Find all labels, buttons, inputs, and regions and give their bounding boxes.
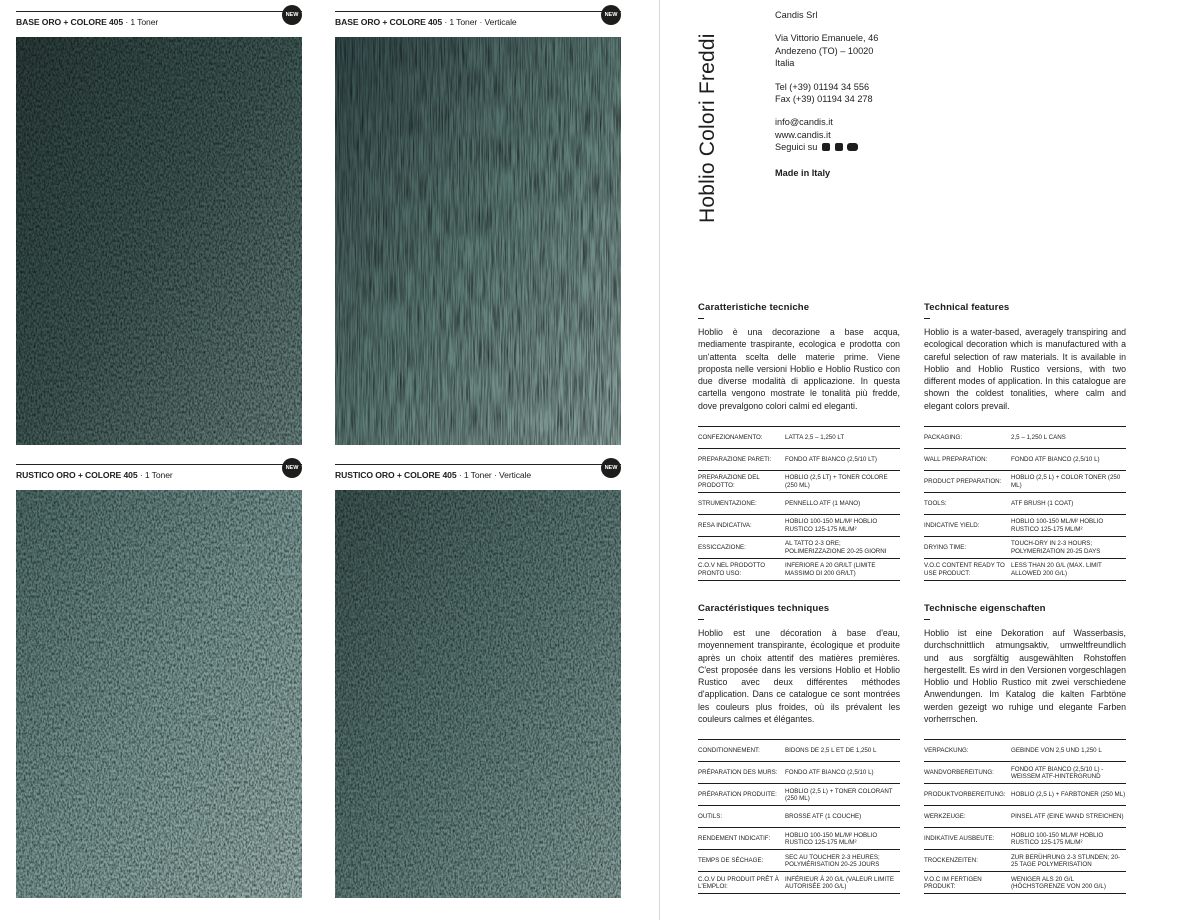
spec-value: HOBLIO 100-150 ML/M² HOBLIO RUSTICO 125-175 ML/M² [1011, 831, 1104, 846]
spec-key: WANDVORBEREITUNG: [924, 769, 994, 777]
section-title: Technical features [924, 302, 1010, 313]
spec-value: BIDONS DE 2,5 L ET DE 1,250 L [785, 747, 877, 755]
new-badge: NEW [282, 458, 302, 478]
spec-row [698, 762, 900, 784]
spec-key: OUTILS: [698, 813, 723, 821]
spec-row [698, 537, 900, 559]
new-badge: NEW [282, 5, 302, 25]
divider [698, 318, 704, 319]
facebook-icon[interactable] [835, 143, 843, 151]
spec-row [924, 515, 1126, 537]
country: Italia [775, 58, 795, 69]
divider [924, 619, 930, 620]
spec-value: HOBLIO (2,5 L) + COLOR TONER (250 ML) [1011, 474, 1121, 489]
spec-value: PENNELLO ATF (1 MANO) [785, 499, 861, 507]
spec-value: FONDO ATF BIANCO (2,5/10 L) - WEISSEM ATF-HINTERGRUND [1011, 765, 1104, 780]
spec-key: PRÉPARATION PRODUITE: [698, 791, 777, 799]
spec-value: LATTA 2,5 – 1,250 LT [785, 433, 845, 441]
spec-table [924, 426, 1126, 581]
spec-value: TOUCH-DRY IN 2-3 HOURS; POLYMERIZATION 20-25 DAYS [1011, 540, 1101, 555]
swatch-card [16, 11, 302, 33]
spec-row [924, 806, 1126, 828]
fax: Fax (+39) 01194 34 278 [775, 94, 873, 105]
swatch-card [16, 464, 302, 486]
spec-table [698, 739, 900, 894]
spec-key: TOOLS: [924, 499, 947, 507]
spec-value: WENIGER ALS 20 G/L (HÖCHSTGRENZE VON 200 G/L) [1011, 875, 1106, 890]
swatch-card [335, 464, 621, 486]
address-line: Via Vittorio Emanuele, 46 [775, 33, 879, 44]
section-body: Hoblio est une décoration à base d'eau, moyennement transpirante, écologique et produite après un choix attentif des matières premières. C'est proposée dans les versions Hoblio et Hoblio Rustico avec deux différentes méthodes d'application. Dans ce catalogue ce sont montrées les couleurs plus froides, où ils prévalent les couleurs calmes et élégantes. [698, 628, 900, 725]
swatch-header [335, 464, 621, 486]
spec-value: INFERIORE A 20 GR/LT (LIMITE MASSIMO DI 200 GR/LT) [785, 562, 876, 577]
spec-row [698, 559, 900, 581]
spec-key: ESSICCAZIONE: [698, 543, 746, 551]
spec-row [924, 493, 1126, 515]
swatch-title: RUSTICO ORO + COLORE 405 · 1 Toner · Verticale [335, 470, 532, 480]
spec-row [924, 427, 1126, 449]
company-info [775, 9, 878, 179]
spec-value: INFÉRIEUR À 20 G/L (VALEUR LIMITE AUTORISÉE 200 G/L) [785, 875, 894, 890]
address-line: Andezeno (TO) – 10020 [775, 45, 874, 56]
website-link[interactable]: www.candis.it [775, 129, 831, 140]
spec-value: SEC AU TOUCHER 2-3 HEURES; POLYMÉRISATION 20-25 JOURS [785, 853, 880, 868]
swatch-image [16, 490, 302, 898]
spec-row [698, 427, 900, 449]
spec-key: V.O.C CONTENT READY TO USE PRODUCT: [924, 562, 1005, 577]
spec-row [924, 850, 1126, 872]
swatch-title: BASE ORO + COLORE 405 · 1 Toner · Verticale [335, 17, 517, 27]
spec-table [924, 739, 1126, 894]
spec-key: RENDEMENT INDICATIF: [698, 835, 771, 843]
spec-table [698, 426, 900, 581]
phone: Tel (+39) 01194 34 556 [775, 81, 870, 92]
swatch-image [335, 490, 621, 898]
spec-row [698, 872, 900, 894]
spec-value: LESS THAN 20 G/L (MAX. LIMIT ALLOWED 200 G/L) [1011, 562, 1102, 577]
spec-row [924, 740, 1126, 762]
spec-row [924, 537, 1126, 559]
email-link[interactable]: info@candis.it [775, 117, 833, 128]
spec-row [924, 559, 1126, 581]
spec-key: WALL PREPARATION: [924, 455, 988, 463]
swatch-header [335, 11, 621, 33]
spec-value: PINSEL ATF (EINE WAND STREICHEN) [1011, 813, 1124, 821]
spec-value: FONDO ATF BIANCO (2,5/10 LT) [785, 455, 877, 463]
spec-row [698, 493, 900, 515]
swatch-header [16, 464, 302, 486]
section-fr [698, 603, 900, 894]
section-title: Caractéristiques techniques [698, 603, 830, 614]
company-name: Candis Srl [775, 10, 818, 20]
section-body: Hoblio ist eine Dekoration auf Wasserbasis, durchschnittlich atmungsaktiv, umweltfreundlich und aus sorgfältig ausgewählten Rohstoffen hergestellt. Es wird in den Versionen vorgeschlagen Hoblio und Hoblio Rustico mit zwei verschiedene Anwendungen. Im Katalog die kalten Farbtöne werden gezeigt wo ruhige und elegante Farben vorherrschen. [924, 628, 1126, 725]
spec-row [698, 828, 900, 850]
spec-row [924, 449, 1126, 471]
new-badge: NEW [601, 458, 621, 478]
spec-key: RESA INDICATIVA: [698, 521, 752, 529]
spec-value: FONDO ATF BIANCO (2,5/10 L) [785, 769, 874, 777]
spec-key: INDIKATIVE AUSBEUTE: [924, 835, 995, 843]
spec-row [698, 784, 900, 806]
spec-key: VERPACKUNG: [924, 747, 969, 755]
page-divider [659, 0, 660, 920]
spec-row [698, 515, 900, 537]
spec-row [924, 872, 1126, 894]
spec-key: INDICATIVE YIELD: [924, 521, 980, 529]
spec-value: HOBLIO 100-150 ML/M² HOBLIO RUSTICO 125-175 ML/M² [785, 831, 878, 846]
spec-key: TEMPS DE SÉCHAGE: [698, 857, 764, 865]
spec-key: PRODUCT PREPARATION: [924, 477, 1002, 485]
section-it [698, 302, 900, 581]
follow-label: Seguici su [775, 142, 818, 153]
swatch-image [16, 37, 302, 445]
spec-row [698, 740, 900, 762]
spec-key: STRUMENTAZIONE: [698, 499, 757, 507]
spec-key: PRODUKTVORBEREITUNG: [924, 791, 1006, 799]
spec-row [924, 828, 1126, 850]
new-badge: NEW [601, 5, 621, 25]
spec-row [924, 471, 1126, 493]
swatch-title: BASE ORO + COLORE 405 · 1 Toner [16, 17, 159, 27]
spec-row [924, 784, 1126, 806]
spec-key: CONFEZIONAMENTO: [698, 433, 763, 441]
spec-key: PREPARAZIONE PARETI: [698, 455, 772, 463]
spec-value: HOBLIO 100-150 ML/M² HOBLIO RUSTICO 125-175 ML/M² [785, 518, 878, 533]
swatch-title: RUSTICO ORO + COLORE 405 · 1 Toner [16, 470, 173, 480]
spec-value: HOBLIO (2,5 L) + TONER COLORANT (250 ML) [785, 787, 893, 802]
section-title: Technische eigenschaften [924, 603, 1046, 614]
spec-key: PACKAGING: [924, 433, 963, 441]
spec-value: AL TATTO 2-3 ORE; POLIMERIZZAZIONE 20-25 GIORNI [785, 540, 887, 555]
instagram-icon[interactable] [822, 143, 830, 151]
divider [698, 619, 704, 620]
spec-key: CONDITIONNEMENT: [698, 747, 760, 755]
spec-value: HOBLIO 100-150 ML/M² HOBLIO RUSTICO 125-175 ML/M² [1011, 518, 1104, 533]
swatch-card [335, 11, 621, 33]
section-title: Caratteristiche tecniche [698, 302, 810, 313]
social-row [775, 141, 878, 153]
swatch-image [335, 37, 621, 445]
spec-value: ZUR BERÜHRUNG 2-3 STUNDEN; 20-25 TAGE POLYMERISATION [1011, 853, 1120, 868]
section-en [924, 302, 1126, 581]
spec-value: ATF BRUSH (1 COAT) [1011, 499, 1074, 507]
spec-key: TROCKENZEITEN: [924, 857, 978, 865]
made-in-italy: Made in Italy [775, 167, 831, 178]
spec-value: FONDO ATF BIANCO (2,5/10 L) [1011, 455, 1100, 463]
spec-value: GEBINDE VON 2,5 UND 1,250 L [1011, 747, 1102, 755]
section-de [924, 603, 1126, 894]
spec-value: BROSSE ATF (1 COUCHE) [785, 813, 862, 821]
spec-key: WERKZEUGE: [924, 813, 966, 821]
spec-row [698, 850, 900, 872]
divider [924, 318, 930, 319]
spec-key: DRYING TIME: [924, 543, 967, 551]
spec-key: PREPARAZIONE DEL PRODOTTO: [698, 474, 760, 489]
spec-value: 2,5 – 1,250 L CANS [1011, 433, 1066, 441]
youtube-icon[interactable] [847, 143, 858, 151]
catalogue-title: Hoblio Colori Freddi [696, 33, 719, 223]
spec-row [698, 471, 900, 493]
spec-row [924, 762, 1126, 784]
spec-value: HOBLIO (2,5 L) + FARBTONER (250 ML) [1011, 791, 1126, 799]
spec-value: HOBLIO (2,5 LT) + TONER COLORE (250 ML) [785, 474, 888, 489]
spec-key: V.O.C IM FERTIGEN PRODUKT: [924, 875, 982, 890]
spec-key: C.O.V NEL PRODOTTO PRONTO USO: [698, 562, 766, 577]
spec-row [698, 449, 900, 471]
spec-key: C.O.V DU PRODUIT PRÊT À L'EMPLOI: [698, 875, 779, 890]
section-body: Hoblio is a water-based, averagely transpiring and ecological decoration which is manufactured with a careful selection of raw materials. It is available in Hoblio and Hoblio Rustico versions, with two different modes of application. In this catalogue are shown the coldest tonalities, where calm and elegant colors prevail. [924, 327, 1126, 411]
section-body: Hoblio è una decorazione a base acqua, mediamente traspirante, ecologica e prodotta con un'attenta scelta delle materie prime. Viene proposta nelle versioni Hoblio e Hoblio Rustico con due diverse modalità di applicazione. In questa cartella vengono mostrate le tonalità più fredde, dove prevalgono colori calmi ed eleganti. [698, 327, 900, 411]
spec-row [698, 806, 900, 828]
spec-key: PRÉPARATION DES MURS: [698, 769, 778, 777]
swatch-header [16, 11, 302, 33]
